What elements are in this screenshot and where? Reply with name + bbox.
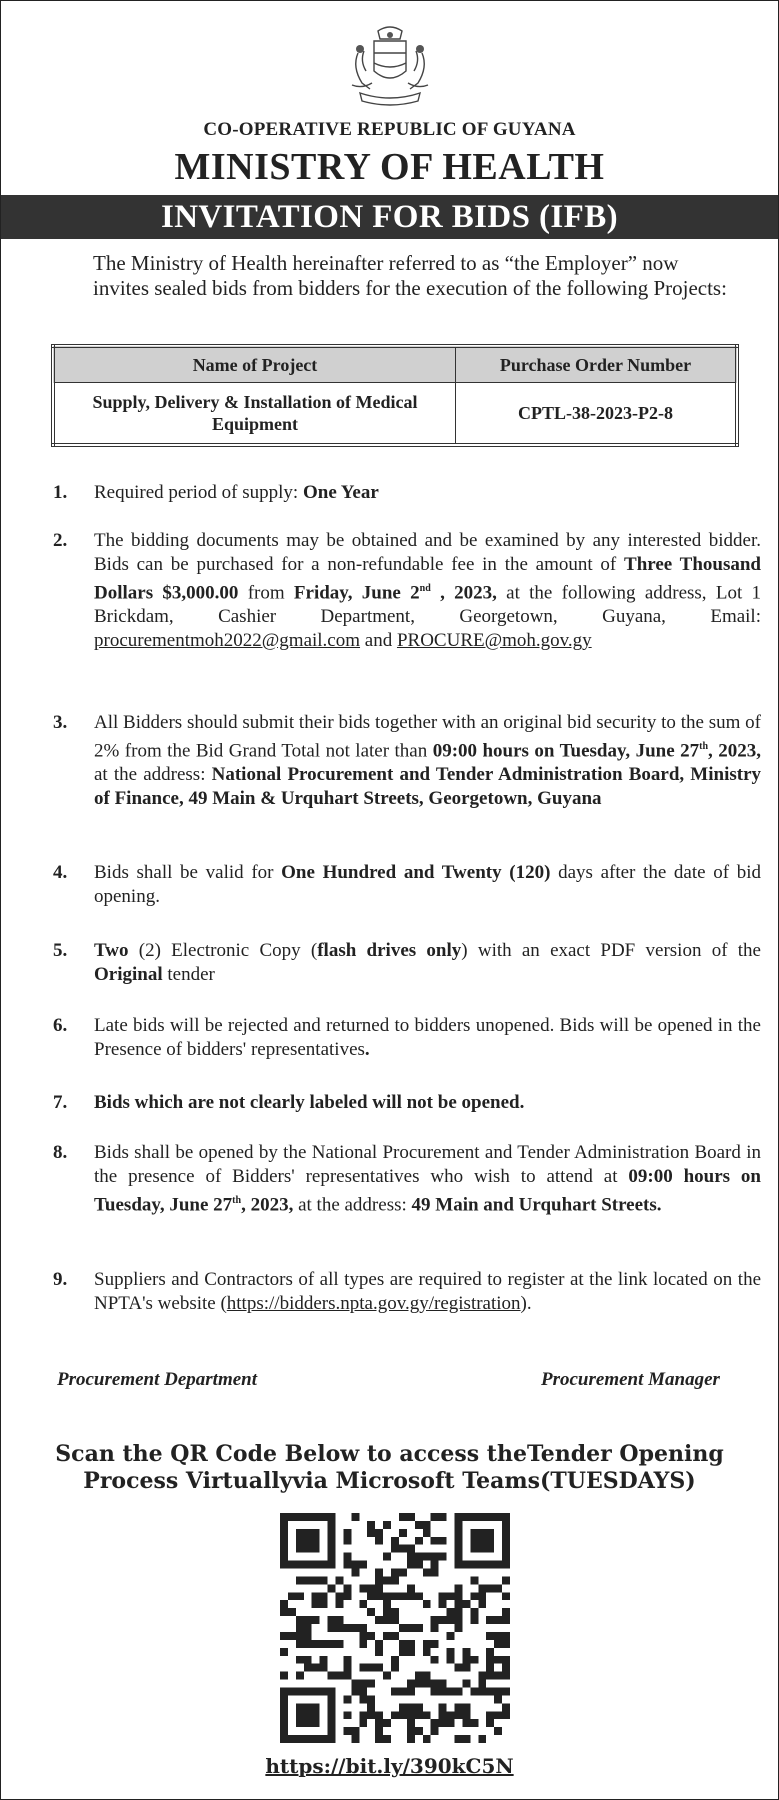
registration-link[interactable]: https://bidders.npta.gov.gy/registration [226,1293,521,1314]
project-name-cell: Supply, Delivery & Installation of Medical Equipment [53,383,456,446]
ifb-banner: INVITATION FOR BIDS (IFB) [1,195,778,239]
item-text: Bids shall be valid for One Hundred and Twenty (120) days after the date of bid opening. [94,862,762,907]
item-text: The bidding documents may be obtained and be examined by any interested bidder. Bids can be purchased for a non-refundable fee in the amount of Three Thousand Dollars $3,000.00 from Friday, June 2nd , 2023, at the following address, Lot 1 Brickdam, Cashier Department, Georgetown, Guyana, Email: procurementmoh2022@gmail.com and PROCURE@moh.gov.gy [94,530,762,652]
qr-code-icon[interactable] [280,1513,510,1743]
item-number: 4. [53,862,68,883]
column-header-project: Name of Project [53,346,456,383]
ministry-title: MINISTRY OF HEALTH [174,146,605,188]
email-link[interactable]: PROCURE@moh.gov.gy [396,630,592,652]
po-number-cell: CPTL-38-2023-P2-8 [456,383,738,446]
item-text: Bids which are not clearly labeled will not be opened. [94,1092,525,1113]
procurement-department-signature: Procurement Department [57,1369,258,1390]
procurement-manager-signature: Procurement Manager [541,1369,720,1390]
qr-instructions-line-1: Scan the QR Code Below to access theTender Opening [55,1441,724,1467]
item-text: Two (2) Electronic Copy (flash drives only) with an exact PDF version of the Original tender [94,940,761,985]
item-text: Required period of supply: One Year [94,482,379,503]
item-number: 7. [53,1092,68,1113]
table-row [53,383,737,446]
item-number: 6. [53,1015,68,1036]
item-text: Suppliers and Contractors of all types are required to register at the link located on the NPTA's website (https://bidders.npta.gov.gy/registration). [94,1269,761,1314]
short-url-link[interactable]: https://bit.ly/390kC5N [265,1754,514,1778]
item-number: 3. [53,712,68,733]
item-number: 9. [53,1269,68,1290]
item-text: Bids shall be opened by the National Procurement and Tender Administration Board in the presence of Bidders' representatives who wish to attend at 09:00 hours on Tuesday, June 27th, 2023, at the address: 49 Main and Urquhart Streets. [94,1142,762,1216]
item-number: 8. [53,1142,68,1163]
item-text: Late bids will be rejected and returned to bidders unopened. Bids will be opened in the Presence of bidders' representatives. [94,1015,761,1060]
table-header-row [53,346,737,383]
qr-instructions [1,1441,778,1495]
intro-paragraph: The Ministry of Health hereinafter referred to as “the Employer” now invites sealed bids from bidders for the execution of the following Projects: [93,251,727,300]
item-text: All Bidders should submit their bids together with an original bid security to the sum of 2% from the Bid Grand Total not later than 09:00 hours on Tuesday, June 27th, 2023, at the address: National Procurement and Tender Administration Board, Ministry of Finance, 49 Main & Urquhart Streets, Georgetown, Guyana [94,712,762,810]
project-table [51,344,739,447]
item-number: 5. [53,940,68,961]
coat-of-arms-icon [344,23,436,115]
republic-title: CO-OPERATIVE REPUBLIC OF GUYANA [203,119,576,140]
item-number: 1. [53,482,68,503]
item-number: 2. [53,530,68,551]
email-link[interactable]: procurementmoh2022@gmail.com [94,630,361,652]
column-header-po-number: Purchase Order Number [456,346,738,383]
qr-instructions-line-2: Process Virtuallyvia Microsoft Teams(TUESDAYS) [83,1468,696,1494]
